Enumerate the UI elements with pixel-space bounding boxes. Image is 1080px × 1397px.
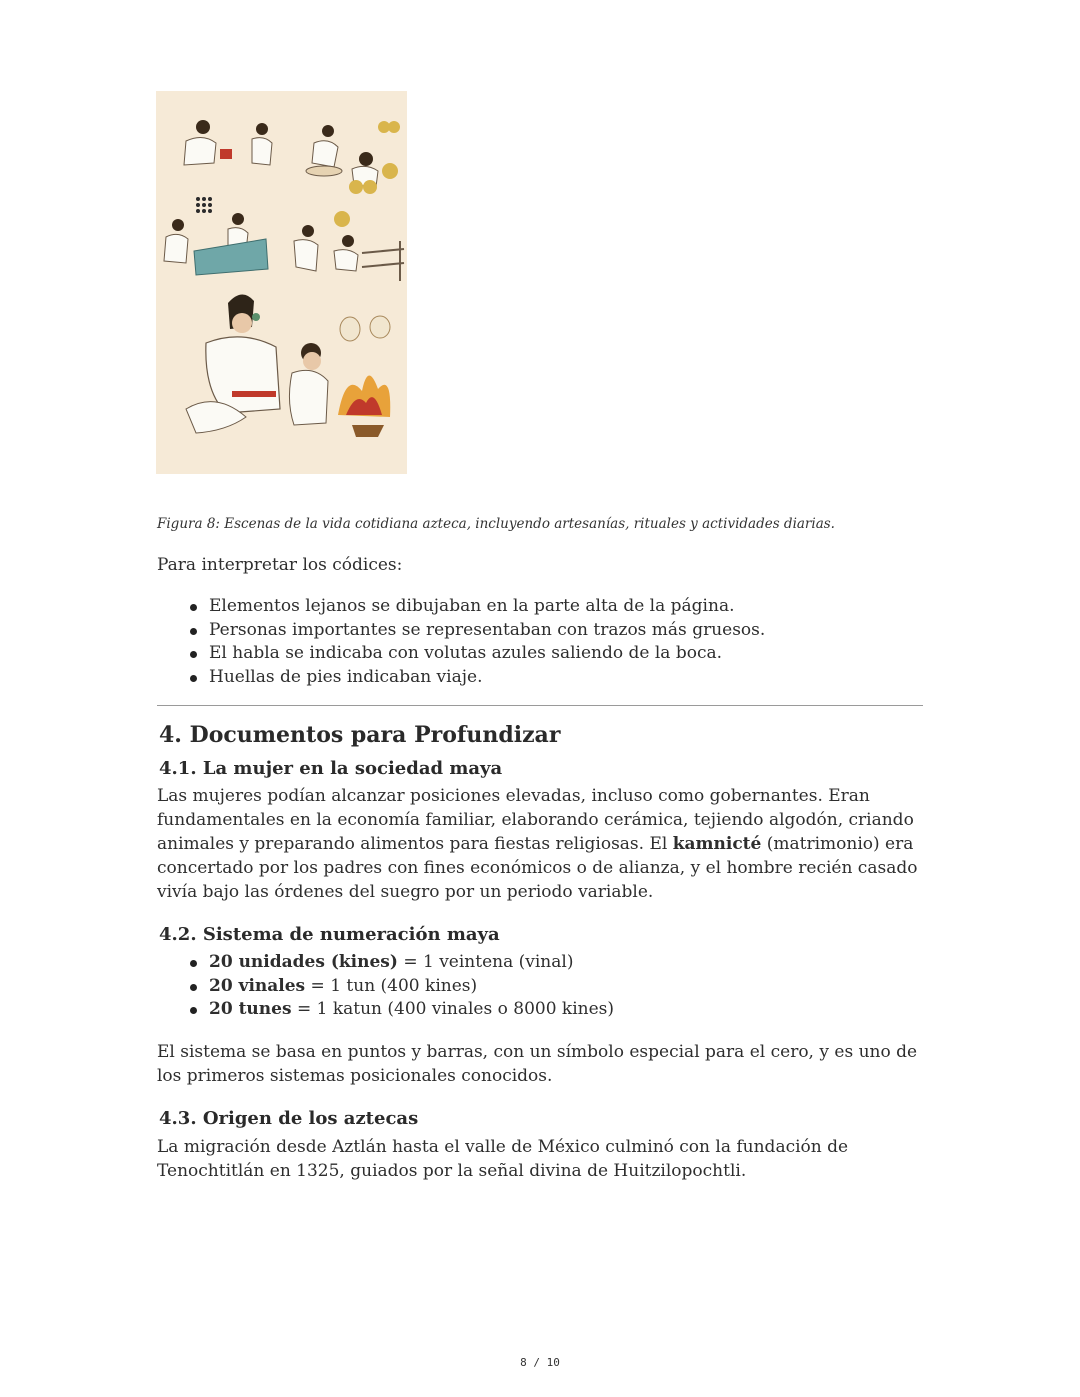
numeration-list (157, 951, 917, 1022)
item-rest: = 1 veintena (vinal) (397, 952, 574, 972)
item-bold: 20 unidades (kines) (209, 952, 398, 972)
subsection-title-mujer: 4.1. La mujer en la sociedad maya (159, 758, 503, 779)
subsection-title-aztecas: 4.3. Origen de los aztecas (159, 1108, 419, 1129)
intro-text: Para interpretar los códices: (157, 555, 403, 575)
section-title: 4. Documentos para Profundizar (159, 722, 561, 748)
list-item: Personas importantes se representaban con trazos más gruesos. (157, 619, 917, 643)
codex-drawing (156, 91, 407, 474)
codex-illustration (156, 91, 407, 474)
paragraph-text: Las mujeres podían alcanzar posiciones elevadas, incluso como gobernantes. Eran fundamentales en la economía familiar, elaborando cerámica, tejiendo algodón, criando animales y preparando alimentos para fiestas religiosas. El (157, 786, 914, 854)
item-rest: = 1 tun (400 kines) (305, 975, 478, 996)
term-kamnicte: kamnicté (672, 834, 762, 854)
list-item: Huellas de pies indicaban viaje. (157, 666, 917, 690)
list-item: Elementos lejanos se dibujaban en la parte alta de la página. (157, 595, 917, 619)
item-bold: 20 tunes (209, 999, 292, 1020)
item-bold: 20 vinales (209, 975, 306, 996)
list-item (157, 998, 917, 1022)
paragraph-numeracion: El sistema se basa en puntos y barras, con un símbolo especial para el cero, y es uno de los primeros sistemas posicionales conocidos. (157, 1042, 918, 1086)
paragraph-aztecas: La migración desde Aztlán hasta el valle de México culminó con la fundación de Tenochtitlán en 1325, guiados por la señal divina de Huitzilopochtli. (157, 1137, 849, 1181)
list-item (157, 975, 917, 999)
figure-caption: Figura 8: Escenas de la vida cotidiana azteca, incluyendo artesanías, rituales y actividades diarias. (157, 516, 835, 532)
subsection-title-numeracion: 4.2. Sistema de numeración maya (159, 924, 500, 945)
page-number: 8 / 10 (520, 1356, 560, 1369)
section-divider (157, 705, 923, 706)
paragraph-text: (matrimonio) era concertado por los padres con fines económicos o de alianza, y el hombre recién casado vivía bajo las órdenes del suegro por un periodo variable. (157, 834, 918, 902)
list-item (157, 951, 917, 975)
item-rest: = 1 katun (400 vinales o 8000 kines) (291, 999, 615, 1020)
codex-points-list (157, 595, 917, 690)
paragraph-mujer (157, 784, 927, 904)
list-item: El habla se indicaba con volutas azules saliendo de la boca. (157, 642, 917, 666)
